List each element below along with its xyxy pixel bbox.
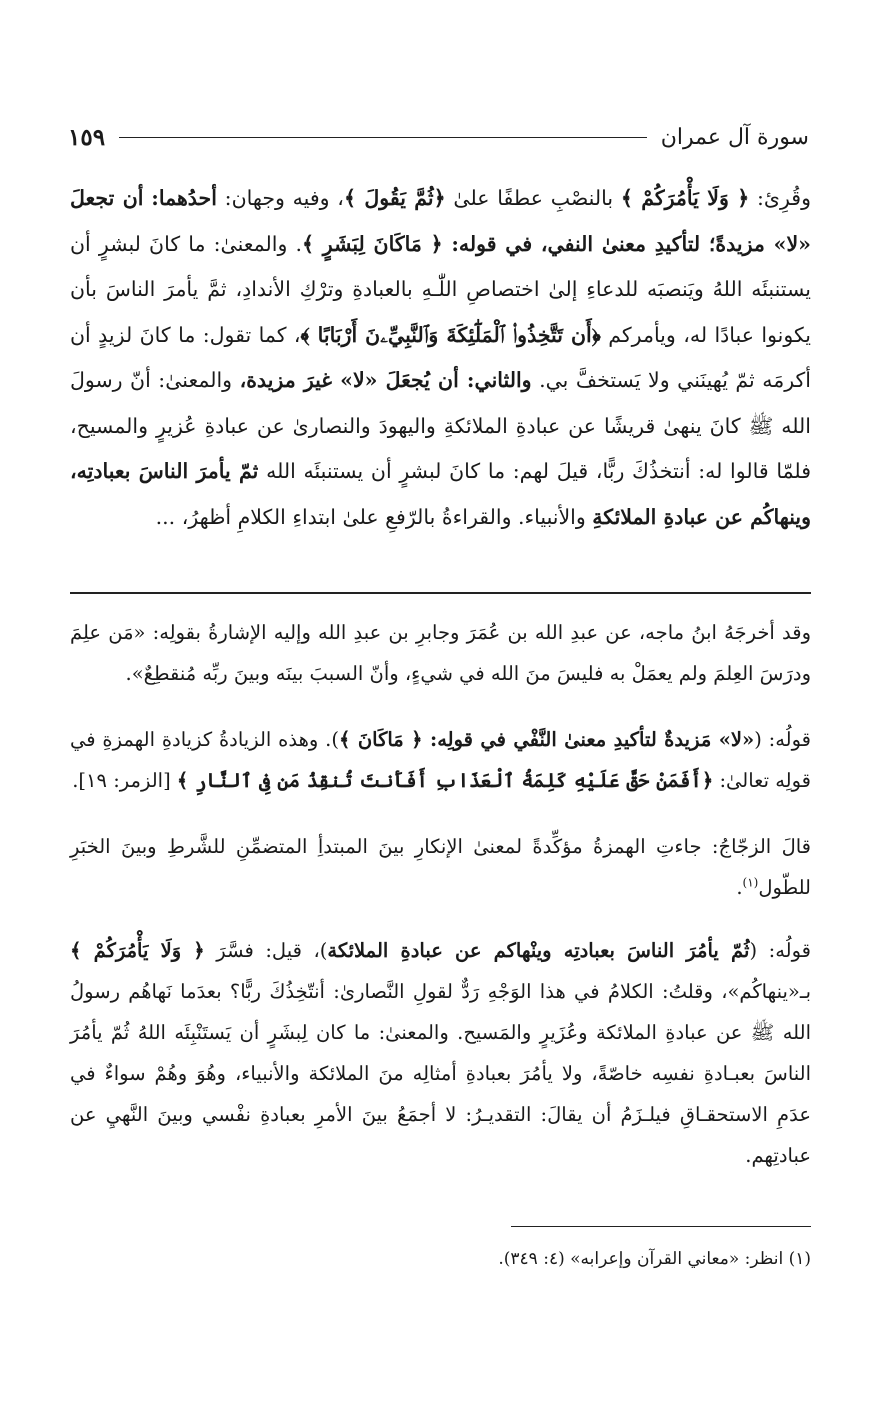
gloss-3-end: .: [736, 876, 743, 899]
running-header: [68, 117, 809, 157]
main-text-1c: ، وفيه وجهان:: [216, 186, 344, 210]
quran-quote: ﴿أَن تَتَّخِذُوا۟ ٱلْمَلَٰٓئِكَةَ وَٱلنَّبِيِّۦنَ أَرْبَابًا ﴾: [300, 322, 601, 347]
gloss-paragraph-4: [70, 930, 811, 1176]
quran-quote: ﴿أَفَمَنْ حَقَّ عَلَيْهِ كَلِمَةُ ٱلْعَذَابِ أَفَأَنتَ تُنقِذُ مَن فِى ٱلنَّارِ ﴾: [176, 769, 714, 792]
main-text-3c: والمعنىٰ: أنّ رسولَ الله ﷺ كانَ ينهىٰ قريشًا عن عبادةِ الملائكةِ واليهودَ والنصارىٰ عن عبادةِ عُزيرٍ والمسيح، فلمّا قالوا له: أنتخذُكَ ربًّا، قيلَ لهم: ما كانَ لبشرٍ أن يستنبئَه الله: [70, 368, 812, 483]
main-commentary: [70, 176, 811, 540]
quran-quote: ﴿ مَاكَانَ لِبَشَرٍ ﴾: [302, 231, 443, 256]
footnote-text: (١) انظر: «معاني القرآن وإعرابه» (٤: ٣٤٩).: [498, 1249, 811, 1269]
surah-title: سورة آل عمران: [660, 124, 809, 150]
main-text-3a: ، كما تقول: ما كانَ لزيدٍ أن أكرمَه ثمّ يُهينَني ولا يَستخفَّ بي.: [70, 322, 811, 392]
heading-second-aspect: والثاني: أن يُجعَلَ «لا» غيرَ مزيدة،: [239, 368, 532, 392]
gloss-paragraph-3: [70, 826, 811, 908]
footnote-divider: [511, 1226, 811, 1227]
main-text-2b: . والمعنىٰ: ما كانَ لبشرٍ أن يستنبئَه اللهُ ويَنصبَه للدعاءِ إلىٰ اختصاصِ اللّٰـهِ بالعبادةِ وترْكِ الأندادِ، ثمَّ يأمرَ الناسَ بأن يكونوا عبادًا له، ويأمركم: [70, 231, 811, 347]
quran-quote: ﴿ثُمَّ يَقُولَ ﴾: [343, 186, 446, 210]
header-rule: [119, 137, 647, 138]
footnote-marker[interactable]: (١): [742, 875, 759, 890]
gloss-4-mid: )، قيل: فسَّرَ: [204, 939, 328, 962]
gloss-2-lead: قولُه: (: [754, 728, 811, 751]
heading-first-aspect: أحدُهما:: [151, 186, 217, 210]
main-text-3e: والأنبياء. والقراءةُ بالرّفعِ علىٰ ابتداءِ الكلامِ أظهرُ، ...: [155, 504, 593, 529]
quran-quote: ﴿ وَلَا يَأْمُرَكُمْ ﴾: [70, 939, 205, 962]
quran-quote: ﴿ وَلَا يَأْمُرَكُمْ ﴾: [620, 186, 750, 210]
gloss-4-bold: ثُمّ يأمُرَ الناسَ بعبادتِه وينْهاكم عن عبادةِ الملائكة: [327, 939, 750, 962]
main-text-1b: بالنصْبِ عطفًا علىٰ: [445, 186, 621, 210]
gloss-1-text: وقد أخرجَهُ ابنُ ماجه، عن عبدِ الله بن عُمَرَ وجابرِ بن عبدِ الله وإليه الإشارةُ بقولِه: «مَن علِمَ ودرَسَ العِلمَ ولم يعمَلْ به فليسَ منَ الله في شيءٍ، وأنّ السببَ بينَه وبينَ ربِّه مُنقطِعٌ».: [70, 621, 811, 685]
gloss-4-rest: بـ«ينهاكُم»، وقلتُ: الكلامُ في هذا الوَجْهِ رَدٌّ لقولِ النَّصارىٰ: أنتّخِذُكَ ربًّا؟ بعدَما نَهاهُم رسولُ الله ﷺ عن عبادةِ الملائكة وعُزَيرٍ والمَسيح. والمعنىٰ: ما كان لِبشَرٍ أن يَستَنْبِئَه اللهُ ثُمّ يأمُرَ الناسَ بعبـادةِ نفسِه خاصّةً، ولا يأمُرَ بعبادةِ أمثالِه منَ الملائكة والأنبياء، وهُوَ وهُمْ سواءٌ في عدَمِ الاستحقـاقِ فيلـزَمُ أن يقالَ: التقديـرُ: لا أجمَعُ بينَ الأمرِ بعبادةِ نفْسي وبينَ النَّهيِ عن عبادتِهم.: [70, 980, 811, 1167]
main-text-2a: أن تجعلَ «لا» مزيدةً؛ لتأكيدِ معنىٰ النفي، في قوله:: [70, 186, 811, 256]
main-text-1a: وقُرِئ:: [749, 186, 811, 210]
footnote: [70, 1244, 811, 1274]
gloss-paragraph-1: [70, 612, 811, 694]
main-divider: [70, 592, 811, 594]
gloss-4-lead: قولُه: (: [749, 939, 811, 962]
gloss-3-text: قالَ الزجّاجُ: جاءتِ الهمزةُ مؤكِّدةً لمعنىٰ الإنكارِ بينَ المبتدأِ المتضمِّنِ للشَّرطِ وبينَ الخبَرِ للطّول: [70, 835, 811, 899]
gloss-paragraph-2: [70, 719, 811, 801]
gloss-2-bold: «لا» مَزيدةٌ لتأكيدِ معنىٰ النَّفْي في قولِه:: [422, 728, 755, 751]
page-number: ١٥٩: [68, 123, 106, 151]
quran-quote: ﴿ مَاكَانَ ﴾: [338, 728, 423, 751]
gloss-2-mid: ). وهذه الزيادةُ كزيادةِ الهمزةِ في قولِه تعالىٰ:: [70, 728, 811, 792]
gloss-2-ref: [الزمر: ١٩].: [72, 769, 177, 792]
main-text-3d: ثمّ يأمرَ الناسَ بعبادتِه، وينهاكُم عن عبادةِ الملائكةِ: [70, 459, 811, 529]
